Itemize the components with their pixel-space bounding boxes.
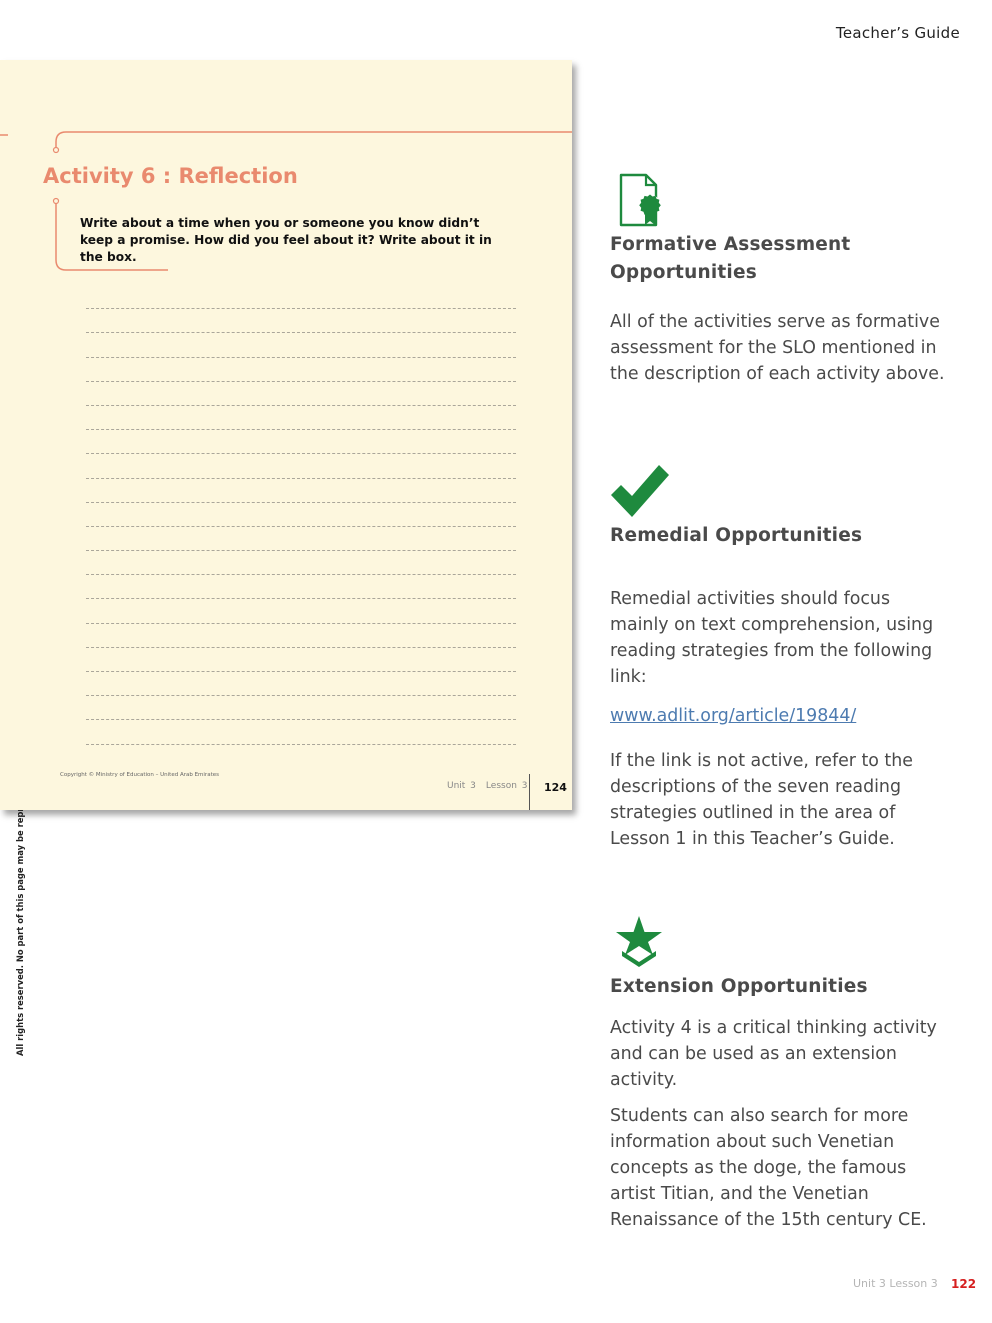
writing-line[interactable] [86, 309, 516, 333]
writing-line[interactable] [86, 648, 516, 672]
book-unit-lesson [447, 781, 538, 791]
footer-unit-lesson: Unit 3 Lesson 3 [853, 1277, 938, 1290]
writing-line[interactable] [86, 333, 516, 357]
book-footer-divider [529, 774, 530, 810]
remedial-fallback-note: If the link is not active, refer to the descriptions of the seven reading strategies outlined in the area of Lesson 1 in this Teacher’s Guide. [610, 751, 913, 849]
extension-heading: Extension Opportunities [610, 976, 868, 997]
adlit-link[interactable]: www.adlit.org/article/19844/ [610, 706, 857, 726]
writing-line[interactable] [86, 382, 516, 406]
certificate-document-icon [616, 173, 664, 229]
writing-line[interactable] [86, 430, 516, 454]
writing-line[interactable] [86, 527, 516, 551]
checkmark-icon [609, 463, 671, 519]
activity-title: Activity 6 : Reflection [43, 164, 298, 188]
extension-body: Activity 4 is a critical thinking activity and can be used as an extension activity. [610, 1018, 937, 1090]
writing-area[interactable] [86, 285, 516, 745]
guide-title: Teacher’s Guide [835, 24, 960, 42]
remedial-heading: Remedial Opportunities [610, 525, 863, 546]
writing-line[interactable] [86, 503, 516, 527]
book-page-number: 124 [544, 781, 567, 794]
activity-prompt: Write about a time when you or someone you know didn’t keep a promise. How did you feel about it? Write about it in the box. [80, 216, 492, 264]
remedial-body: Remedial activities should focus mainly on text comprehension, using reading strategies from the following link: [610, 589, 934, 687]
student-book-page [0, 60, 572, 810]
writing-line[interactable] [86, 624, 516, 648]
writing-line[interactable] [86, 358, 516, 382]
writing-line[interactable] [86, 599, 516, 623]
writing-line[interactable] [86, 454, 516, 478]
writing-line[interactable] [86, 479, 516, 503]
extension-search-note: Students can also search for more information about such Venetian concepts as the doge, the famous artist Titian, and the Venetian Renaissance of the 15th century CE. [610, 1106, 927, 1230]
star-chevron-icon [612, 915, 666, 969]
book-lesson: Lesson 3 [485, 781, 528, 791]
formative-heading: Formative Assessment Opportunities [610, 234, 851, 283]
writing-line[interactable] [86, 696, 516, 720]
formative-body: All of the activities serve as formative assessment for the SLO mentioned in the description of each activity above. [610, 312, 945, 384]
book-copyright: Copyright © Ministry of Education – United Arab Emirates [60, 772, 219, 778]
writing-line[interactable] [86, 575, 516, 599]
writing-line[interactable] [86, 406, 516, 430]
writing-line[interactable] [86, 285, 516, 309]
footer-page-number: 122 [951, 1277, 977, 1291]
writing-line[interactable] [86, 551, 516, 575]
writing-line[interactable] [86, 720, 516, 744]
writing-line[interactable] [86, 672, 516, 696]
book-unit: Unit 3 [447, 781, 476, 791]
